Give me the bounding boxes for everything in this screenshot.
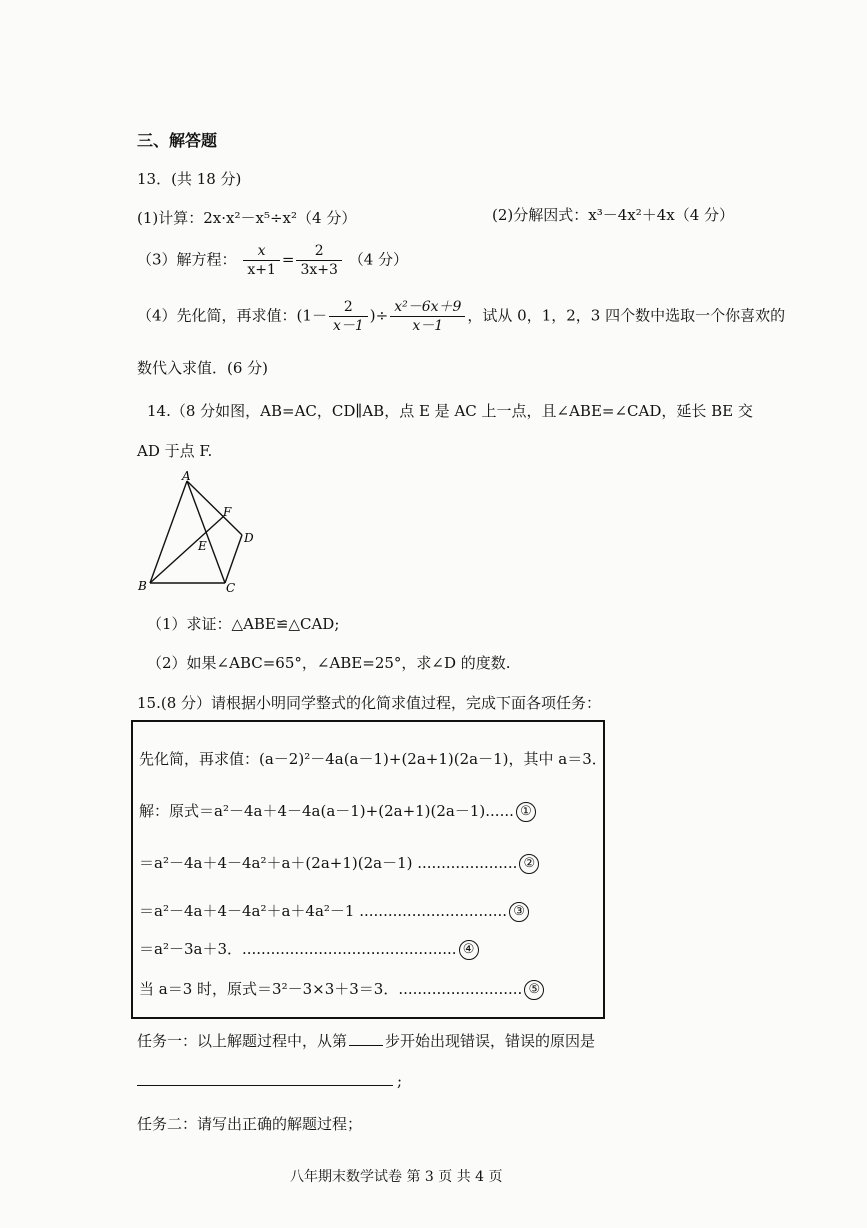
q13-part2-score: （4 分） bbox=[674, 206, 735, 224]
point-label-e: E bbox=[198, 539, 207, 553]
q13-part2 bbox=[492, 204, 734, 225]
fraction-numerator: x bbox=[243, 242, 280, 261]
step-marker-5: ⑤ bbox=[524, 980, 544, 1000]
q15-step-2 bbox=[139, 852, 539, 874]
q15-step-3 bbox=[139, 900, 529, 922]
q13-part1 bbox=[137, 207, 356, 228]
point-label-d: D bbox=[244, 531, 254, 545]
answer-blank-reason[interactable] bbox=[137, 1085, 393, 1086]
fraction-denominator: x－1 bbox=[412, 318, 444, 334]
q13-part1-score: （4 分） bbox=[297, 209, 357, 227]
q13-part4-fraction-2 bbox=[390, 298, 465, 335]
q13-part4-fraction-1 bbox=[329, 298, 368, 335]
q15-step-1-text: 解：原式＝a²－4a＋4－4a(a－1)+(2a+1)(2a－1)...... bbox=[139, 802, 514, 820]
q13-part3-rhs-fraction bbox=[296, 242, 341, 279]
fraction-denominator: x－1 bbox=[332, 318, 364, 334]
q13-part4-open: (1－ bbox=[296, 306, 327, 325]
equals-sign: = bbox=[281, 250, 295, 269]
q14-statement-line2: AD 于点 F. bbox=[137, 442, 213, 460]
q13-part3-label: （3）解方程： bbox=[137, 250, 237, 269]
q13-part4-close: )÷ bbox=[369, 306, 389, 325]
step-marker-2: ② bbox=[519, 854, 539, 874]
q14-geometry-figure bbox=[130, 470, 270, 600]
q15-task-2: 任务二：请写出正确的解题过程； bbox=[137, 1115, 363, 1133]
step-marker-4: ④ bbox=[459, 940, 479, 960]
fraction-numerator: 2 bbox=[296, 242, 341, 261]
q13-part2-expr: x³－4x²＋4x bbox=[588, 206, 675, 224]
q15-intro: 15.(8 分）请根据小明同学整式的化简求值过程，完成下面各项任务： bbox=[137, 694, 602, 712]
q13-part1-label: (1)计算： bbox=[137, 209, 204, 227]
fraction-numerator: 2 bbox=[329, 298, 368, 317]
q15-step-2-text: ＝a²－4a＋4－4a²＋a＋(2a+1)(2a－1) ..................... bbox=[139, 854, 518, 872]
q13-part3-score: （4 分） bbox=[348, 250, 408, 269]
point-label-a: A bbox=[182, 470, 191, 483]
q13-part3-lhs-fraction bbox=[243, 242, 280, 279]
q14-subquestion-1: （1）求证：△ABE≌△CAD; bbox=[147, 615, 340, 633]
point-label-f: F bbox=[223, 505, 232, 519]
q15-step-3-text: ＝a²－4a＋4－4a²＋a＋4a²－1 ............................... bbox=[139, 902, 508, 920]
q15-task-1 bbox=[137, 1030, 595, 1051]
q15-step-1 bbox=[139, 800, 536, 822]
fraction-denominator: 3x+3 bbox=[300, 262, 338, 278]
segment-ab bbox=[150, 481, 187, 583]
section-heading: 三、解答题 bbox=[137, 131, 218, 150]
q15-step-5-text: 当 a＝3 时，原式＝3²－3×3＋3＝3．.......................... bbox=[139, 980, 523, 998]
page-footer: 八年期末数学试卷 第 3 页 共 4 页 bbox=[290, 1169, 503, 1185]
answer-blank-step[interactable] bbox=[349, 1045, 383, 1046]
fraction-denominator: x+1 bbox=[247, 262, 276, 278]
q13-part2-label: (2)分解因式： bbox=[492, 206, 589, 224]
q13-part3 bbox=[137, 242, 408, 279]
q15-problem: 先化简，再求值：(a－2)²－4a(a－1)+(2a+1)(2a－1)，其中 a＝3． bbox=[139, 750, 607, 768]
point-label-b: B bbox=[138, 579, 147, 593]
point-label-c: C bbox=[226, 581, 236, 595]
q13-part4 bbox=[137, 298, 785, 335]
q15-task-1-end: ; bbox=[397, 1072, 403, 1090]
q13-number: 13．(共 18 分) bbox=[137, 170, 242, 188]
q13-part4-line2: 数代入求值．(6 分) bbox=[137, 359, 269, 377]
q13-part4-tail: ，试从 0，1，2，3 四个数中选取一个你喜欢的 bbox=[467, 306, 786, 325]
q15-step-4 bbox=[139, 938, 479, 960]
segment-cd bbox=[225, 535, 242, 583]
q15-task-1-text-a: 任务一：以上解题过程中，从第 bbox=[137, 1032, 348, 1050]
q13-part4-label: （4）先化简，再求值： bbox=[137, 306, 297, 325]
segment-ad bbox=[187, 481, 242, 535]
q13-part1-expr: 2x·x²－x⁵÷x² bbox=[203, 209, 298, 227]
q15-step-4-text: ＝a²－3a＋3．............................................. bbox=[139, 940, 457, 958]
q15-task-1-text-b: 步开始出现错误，错误的原因是 bbox=[385, 1032, 596, 1050]
q14-subquestion-2: （2）如果∠ABC=65°，∠ABE=25°，求∠D 的度数. bbox=[147, 654, 511, 672]
step-marker-3: ③ bbox=[509, 902, 529, 922]
step-marker-1: ① bbox=[516, 802, 536, 822]
fraction-numerator: x²－6x＋9 bbox=[390, 298, 465, 317]
q14-statement-line1: 14.（8 分如图，AB=AC，CD∥AB，点 E 是 AC 上一点，且∠ABE=∠CAD，延长 BE 交 bbox=[147, 402, 753, 420]
q15-step-5 bbox=[139, 978, 544, 1000]
